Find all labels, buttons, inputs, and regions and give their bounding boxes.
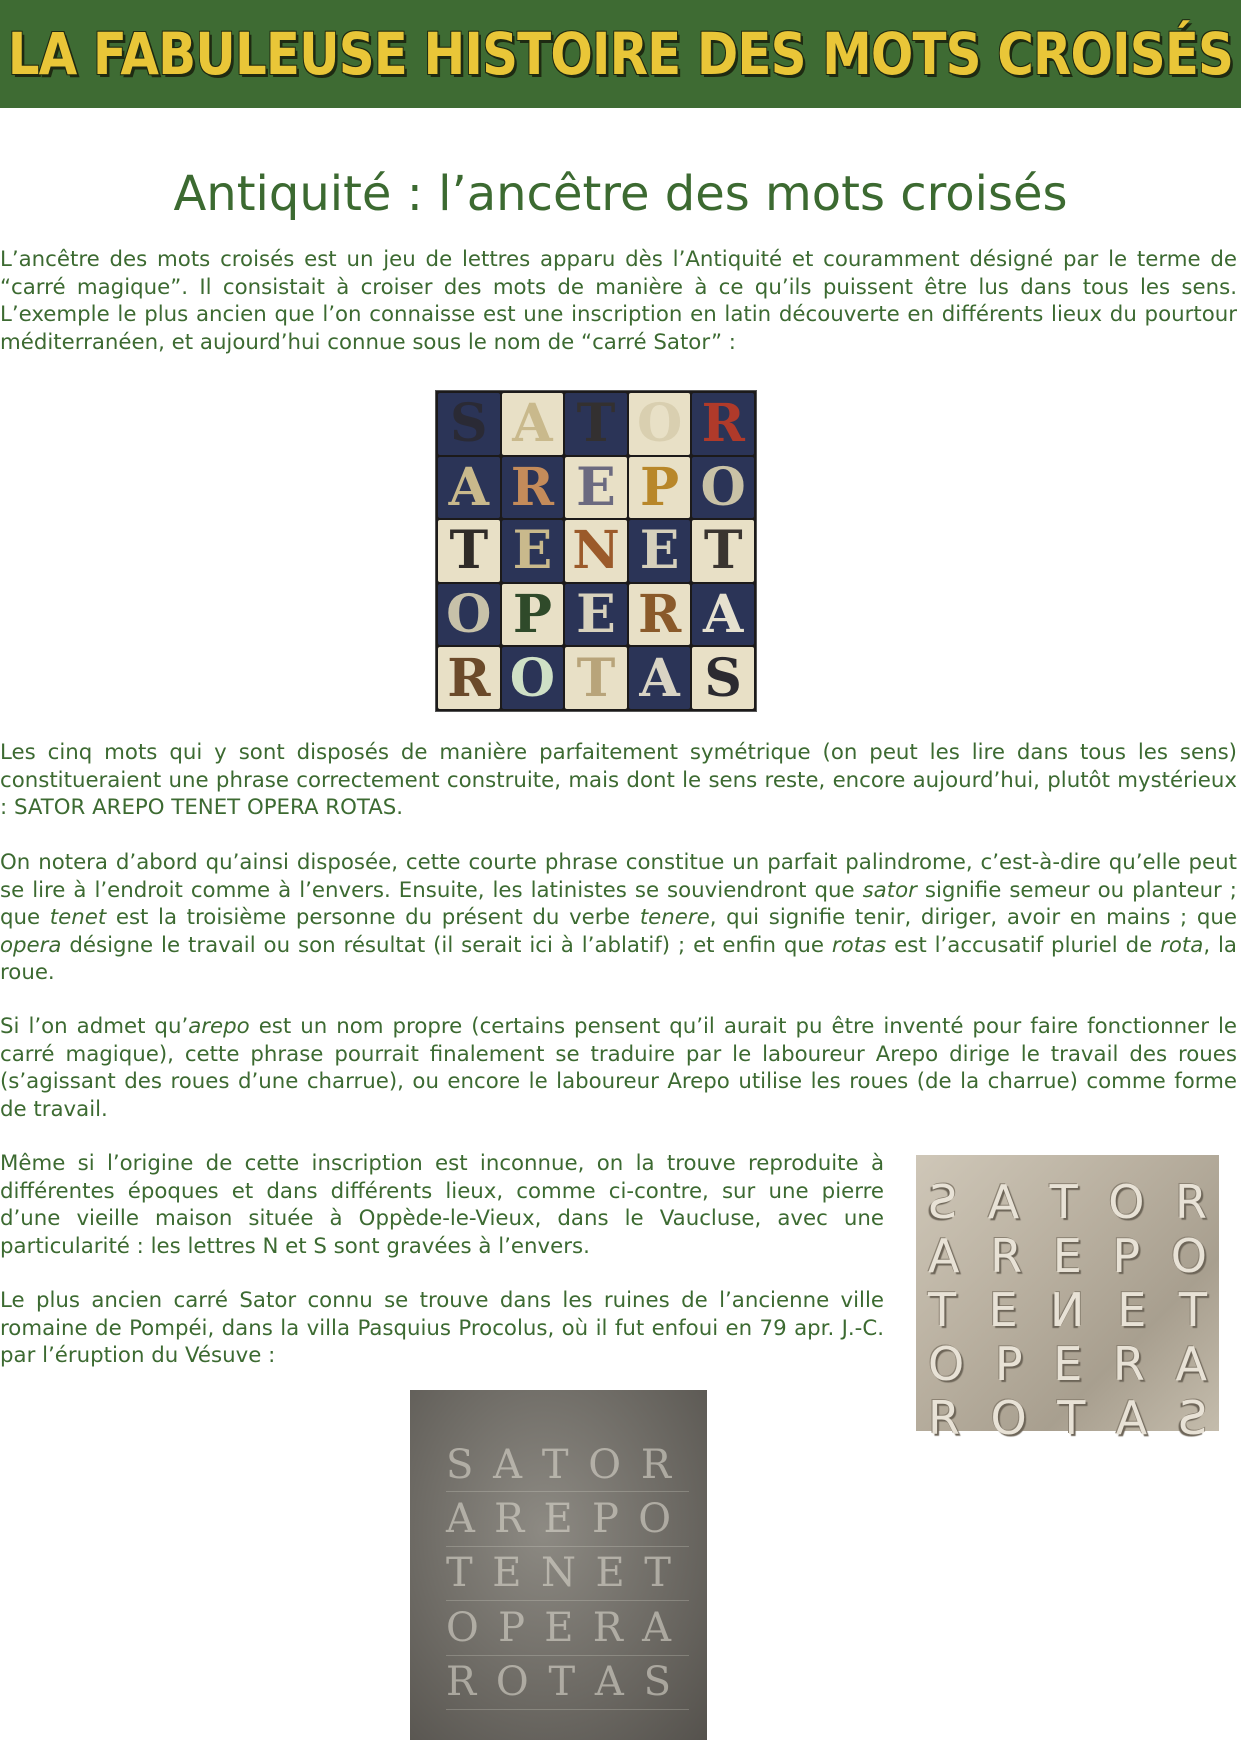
stone-row xyxy=(924,1229,1211,1283)
sator-tile: E xyxy=(565,457,627,519)
pompeii-letter: A xyxy=(594,1659,624,1706)
sator-tile: P xyxy=(502,584,564,646)
pompeii-letter: N xyxy=(540,1550,576,1597)
pompeii-row xyxy=(446,1601,689,1655)
stone-letter: R xyxy=(1112,1337,1145,1391)
intro-paragraph: L’ancêtre des mots croisés est un jeu de lettres apparu dès l’Antiquité et couramment désigné par le terme de “carré magique”. Il consistait à croiser des mots de manière à ce qu’ils puissent être lus dans tous les sens. L’exemple le plus ancien que l’on connaisse est une inscription en latin découverte en différents lieux du pourtour méditerranéen, et aujourd’hui connue sous le nom de “carré Sator” : xyxy=(0,247,1237,355)
pompeii-letter: P xyxy=(592,1496,619,1543)
sator-tile: O xyxy=(438,584,500,646)
five-words-paragraph: Les cinq mots qui y sont disposés de manière parfaitement symétrique (on peut les lire dans tous les sens) constitueraient une phrase correctement construite, mais dont le sens reste, encore aujourd’hui, plutôt mystérieux : SATOR AREPO TENET OPERA ROTAS. xyxy=(0,740,1237,820)
pompeii-letter: S xyxy=(643,1659,671,1706)
stone-letter: O xyxy=(1170,1229,1207,1283)
sator-tile: A xyxy=(438,457,500,519)
pompeii-letter: T xyxy=(644,1550,671,1597)
stone-letter: P xyxy=(994,1337,1023,1391)
pompeii-row xyxy=(446,1438,689,1492)
sator-tile: R xyxy=(629,584,691,646)
stone-letter: E xyxy=(988,1283,1018,1337)
oppede-paragraph: Même si l’origine de cette inscription est inconnue, on la trouve reproduite à différentes époques et dans différents lieux, comme ci-contre, sur une pierre d’une vieille maison située à Oppède-le-Vieux, dans le Vaucluse, avec une particularité : les lettres N et S sont gravées à l’envers. xyxy=(0,1151,884,1259)
p3-text-3: est la troisième personne du présent du verbe xyxy=(106,905,640,930)
sator-tile: R xyxy=(438,647,500,709)
sator-square-tiles-image xyxy=(435,390,757,712)
banner-title: LA FABULEUSE HISTOIRE DES MOTS CROISÉS xyxy=(7,20,1234,88)
word-arepo: arepo xyxy=(188,1014,250,1039)
pompeii-letter: R xyxy=(640,1441,671,1488)
stone-letter: E xyxy=(1052,1229,1082,1283)
pompeii-letter: R xyxy=(446,1659,477,1706)
stone-letter: O xyxy=(928,1337,965,1391)
pompeii-letter: E xyxy=(543,1496,573,1543)
p3-text-4: , qui signifie tenir, diriger, avoir en mains ; que xyxy=(709,905,1237,930)
pompeii-letter: O xyxy=(495,1659,529,1706)
p4-text-1: Si l’on admet qu’ xyxy=(0,1014,189,1039)
pompeii-letter: O xyxy=(638,1496,671,1543)
pompeii-letter: A xyxy=(642,1604,671,1651)
pompeii-letter: A xyxy=(446,1496,475,1543)
p4-text-2: est un nom propre (certains pensent qu’il aurait pu être inventé pour faire fonctionner le carré magique), cette phrase pourrait finalement se traduire par le laboureur Arepo dirige le travail des roues (s’agissant des roues d’une charrue), ou encore le laboureur Arepo utilise les roues (de la charrue) comme forme de travail. xyxy=(0,1014,1237,1122)
pompeii-letter: S xyxy=(446,1441,474,1488)
pompeii-letter: E xyxy=(544,1604,574,1651)
stone-letter: E xyxy=(1053,1337,1083,1391)
translation-paragraph xyxy=(0,1013,1237,1123)
stone-letter: P xyxy=(1112,1229,1141,1283)
stone-row xyxy=(924,1283,1211,1337)
stone-letter: S xyxy=(1177,1391,1207,1445)
sator-tile: A xyxy=(629,647,691,709)
pompeii-letter: E xyxy=(595,1550,625,1597)
pompeii-letter: O xyxy=(588,1441,622,1488)
stone-letter: T xyxy=(1178,1283,1207,1337)
pompeii-letter: O xyxy=(446,1604,479,1651)
stone-letter: A xyxy=(1115,1391,1148,1445)
stone-letter: R xyxy=(1175,1175,1207,1229)
stone-letter: T xyxy=(1057,1391,1086,1445)
stone-letter: T xyxy=(928,1283,957,1337)
sator-tile: E xyxy=(565,584,627,646)
pompeii-letter: T xyxy=(446,1550,473,1597)
pompeii-letter: R xyxy=(494,1496,525,1543)
sator-tile: O xyxy=(629,393,691,455)
sator-tile: P xyxy=(629,457,691,519)
page-title: Antiquité : l’ancêtre des mots croisés xyxy=(173,166,1068,222)
word-tenet: tenet xyxy=(49,905,107,930)
pompeii-row xyxy=(446,1656,689,1710)
stone-row xyxy=(924,1337,1211,1391)
p3-text-6: est l’accusatif pluriel de xyxy=(886,932,1161,958)
word-rotas: rotas xyxy=(831,932,887,958)
word-sator: sator xyxy=(862,877,917,903)
oppede-stone-image xyxy=(916,1155,1219,1445)
pompeii-letter: T xyxy=(548,1659,576,1706)
stone-letter: N xyxy=(1050,1283,1085,1337)
stone-row xyxy=(924,1391,1211,1445)
sator-tile: R xyxy=(502,457,564,519)
stone-letter: O xyxy=(1108,1175,1145,1229)
sator-tile: N xyxy=(565,520,627,582)
stone-letter: O xyxy=(990,1391,1027,1445)
word-opera: opera xyxy=(0,932,62,958)
stone-letter: A xyxy=(987,1175,1020,1229)
stone-letter: R xyxy=(928,1391,960,1445)
pompeii-letter: P xyxy=(498,1604,525,1651)
pompeii-letter: E xyxy=(492,1550,522,1597)
sator-tile: S xyxy=(438,393,500,455)
stone-letter: S xyxy=(928,1175,958,1229)
sator-tile: A xyxy=(692,584,754,646)
sator-tile: T xyxy=(565,393,627,455)
sator-tile: T xyxy=(692,520,754,582)
stone-letter: R xyxy=(990,1229,1023,1283)
p3-text-7: , la roue. xyxy=(0,932,1237,985)
pompeii-letter: A xyxy=(493,1441,523,1488)
pompeii-letter: T xyxy=(541,1441,569,1488)
pompeii-paragraph: Le plus ancien carré Sator connu se trouve dans les ruines de l’ancienne ville romaine de Pompéi, dans la villa Pasquius Procolus, où il fut enfoui en 79 apr. J.-C. par l’éruption du Vésuve : xyxy=(0,1288,884,1368)
pompeii-graffiti-image xyxy=(410,1390,707,1740)
p3-text-1: On notera d’abord qu’ainsi disposée, cette courte phrase constitue un parfait palindrome, c’est-à-dire qu’elle peut se lire à l’endroit comme à l’envers. Ensuite, les latinistes se souviendront que xyxy=(0,850,1237,903)
stone-letter: A xyxy=(1175,1337,1207,1391)
sator-tile: R xyxy=(692,393,754,455)
stone-letter: E xyxy=(1117,1283,1147,1337)
sator-tile: T xyxy=(565,647,627,709)
p3-text-2: signifie semeur ou planteur ; que xyxy=(0,877,1237,930)
pompeii-row xyxy=(446,1547,689,1601)
sator-tile: O xyxy=(692,457,754,519)
sator-tile: A xyxy=(502,393,564,455)
sator-tile: O xyxy=(502,647,564,709)
pompeii-letter: R xyxy=(592,1604,623,1651)
sator-tile: E xyxy=(629,520,691,582)
sator-tile: S xyxy=(692,647,754,709)
p3-text-5: désigne le travail ou son résultat (il serait ici à l’ablatif) ; et enfin que xyxy=(61,932,832,958)
stone-letter: A xyxy=(928,1229,960,1283)
stone-row xyxy=(924,1175,1211,1229)
header-banner xyxy=(0,0,1241,108)
word-tenere: tenere xyxy=(639,905,710,930)
sator-tile: T xyxy=(438,520,500,582)
palindrome-paragraph xyxy=(0,849,1237,987)
word-rota: rota xyxy=(1160,932,1204,958)
sator-tile: E xyxy=(502,520,564,582)
pompeii-row xyxy=(446,1492,689,1546)
stone-letter: T xyxy=(1049,1175,1078,1229)
